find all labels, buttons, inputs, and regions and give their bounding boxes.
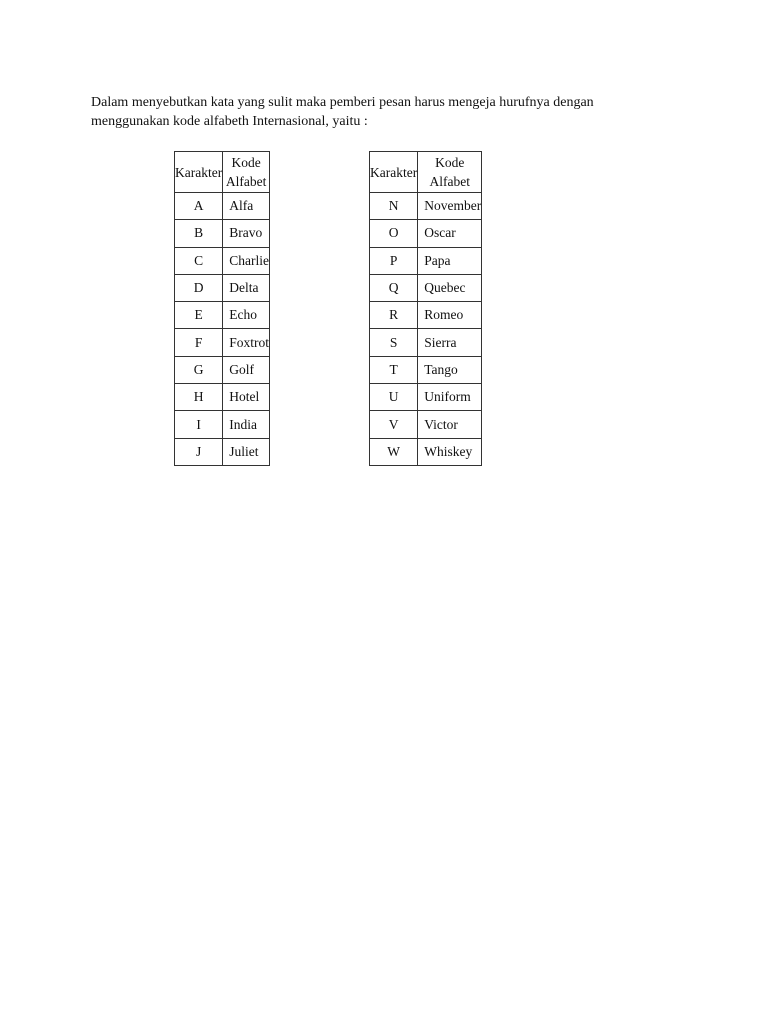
cell-kode-alfabet: Juliet: [223, 438, 270, 465]
cell-karakter: O: [370, 220, 418, 247]
table-row: [370, 193, 482, 220]
alphabet-table-right: [369, 151, 482, 466]
intro-line-2: menggunakan kode alfabeth Internasional, yaitu :: [91, 114, 368, 129]
cell-kode-alfabet: Papa: [418, 247, 482, 274]
header-karakter: Karakter: [370, 152, 418, 193]
header-kode-alfabet: [418, 152, 482, 193]
cell-karakter: F: [175, 329, 223, 356]
cell-kode-alfabet: Hotel: [223, 384, 270, 411]
table-row: [370, 384, 482, 411]
table-row: [175, 384, 270, 411]
cell-kode-alfabet: Alfa: [223, 193, 270, 220]
cell-karakter: I: [175, 411, 223, 438]
cell-kode-alfabet: Quebec: [418, 274, 482, 301]
cell-kode-alfabet: India: [223, 411, 270, 438]
cell-karakter: E: [175, 302, 223, 329]
cell-kode-alfabet: Romeo: [418, 302, 482, 329]
header-kode-alfabet: Kode Alfabet: [223, 152, 270, 193]
table-row: [370, 220, 482, 247]
cell-kode-alfabet: Echo: [223, 302, 270, 329]
header-alfabet: Alfabet: [429, 174, 470, 189]
cell-kode-alfabet: Tango: [418, 356, 482, 383]
cell-karakter: D: [175, 274, 223, 301]
table-row: [175, 220, 270, 247]
cell-karakter: W: [370, 438, 418, 465]
cell-kode-alfabet: Charlie: [223, 247, 270, 274]
table-row: [175, 193, 270, 220]
header-karakter: Karakter: [175, 152, 223, 193]
table-row: [175, 247, 270, 274]
header-kode: Kode: [435, 155, 465, 170]
cell-kode-alfabet: Delta: [223, 274, 270, 301]
table-row: [175, 329, 270, 356]
cell-karakter: Q: [370, 274, 418, 301]
cell-kode-alfabet: Victor: [418, 411, 482, 438]
table-header-row: [175, 152, 270, 193]
cell-karakter: R: [370, 302, 418, 329]
table-row: [175, 302, 270, 329]
table-row: [370, 411, 482, 438]
table-body-right: [370, 193, 482, 466]
cell-karakter: A: [175, 193, 223, 220]
cell-karakter: N: [370, 193, 418, 220]
cell-karakter: H: [175, 384, 223, 411]
cell-karakter: S: [370, 329, 418, 356]
table-header-row: [370, 152, 482, 193]
cell-kode-alfabet: Foxtrot: [223, 329, 270, 356]
cell-kode-alfabet: Golf: [223, 356, 270, 383]
cell-karakter: T: [370, 356, 418, 383]
table-row: [175, 356, 270, 383]
table-row: [370, 329, 482, 356]
intro-paragraph: [91, 93, 677, 131]
cell-kode-alfabet: Oscar: [418, 220, 482, 247]
intro-line-1: Dalam menyebutkan kata yang sulit maka pemberi pesan harus mengeja hurufnya dengan: [91, 95, 594, 110]
table-row: [370, 438, 482, 465]
table-body-left: [175, 193, 270, 466]
cell-karakter: V: [370, 411, 418, 438]
cell-karakter: B: [175, 220, 223, 247]
table-row: [175, 438, 270, 465]
table-row: [370, 247, 482, 274]
table-row: [370, 356, 482, 383]
cell-karakter: C: [175, 247, 223, 274]
cell-kode-alfabet: Uniform: [418, 384, 482, 411]
alphabet-table-left: [174, 151, 270, 466]
cell-kode-alfabet: Bravo: [223, 220, 270, 247]
cell-karakter: P: [370, 247, 418, 274]
cell-karakter: G: [175, 356, 223, 383]
cell-kode-alfabet: Sierra: [418, 329, 482, 356]
cell-karakter: U: [370, 384, 418, 411]
table-row: [370, 302, 482, 329]
cell-kode-alfabet: November: [418, 193, 482, 220]
cell-kode-alfabet: Whiskey: [418, 438, 482, 465]
cell-karakter: J: [175, 438, 223, 465]
table-row: [175, 274, 270, 301]
table-row: [175, 411, 270, 438]
table-row: [370, 274, 482, 301]
